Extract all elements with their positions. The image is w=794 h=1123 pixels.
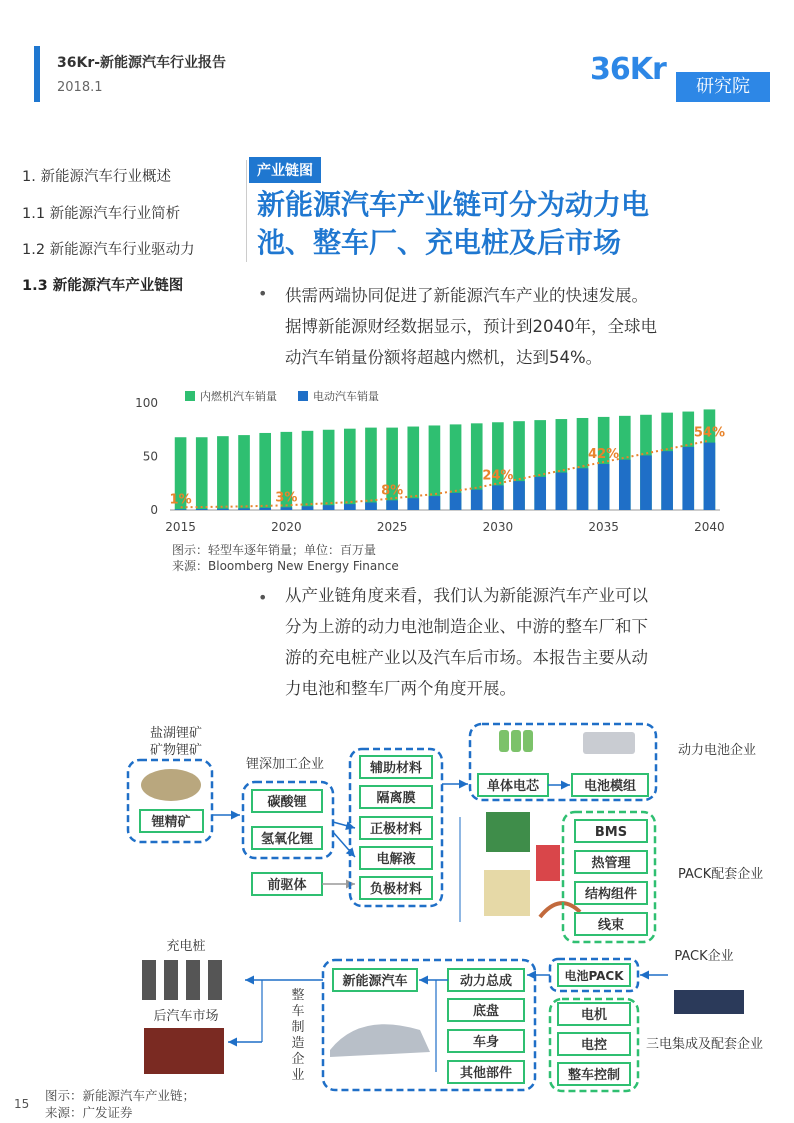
pack-company-label: PACK企业 [674,949,734,964]
bar-ev [281,507,293,510]
bar-ev [238,508,250,510]
report-title: 36Kr-新能源汽车行业报告 [57,55,227,71]
y-tick-label: 0 [150,503,158,517]
bar-ev [407,498,419,510]
paragraph-1 [285,280,715,373]
bar-ev [619,460,631,510]
materials-list [360,756,432,899]
bar-ev [302,506,314,510]
material-aux: 辅助材料 [369,761,423,776]
battery-pack: 电池PACK [564,969,624,983]
paragraph-2 [285,580,715,704]
section-tag: 产业链图 [249,157,321,183]
car-image [330,1024,430,1057]
page-title-line1: 新能源汽车产业链可分为动力电 [257,188,650,221]
single-cell: 单体电芯 [486,779,540,794]
lithium-ore-label: 锂精矿 [151,815,191,830]
x-tick-label: 2035 [588,520,619,534]
paragraph-line: 分为上游的动力电池制造企业、中游的整车厂和下 [285,617,648,636]
bar-ice [323,430,335,510]
paragraph-line: 供需两端协同促进了新能源汽车产业的快速发展。 [285,286,648,305]
bar-ev [640,455,652,510]
bar-ev [429,496,441,510]
nev-label: 新能源汽车 [342,974,408,989]
bar-ev [577,468,589,510]
x-tick-label: 2020 [271,520,302,534]
bar-ev [259,508,271,510]
tri-support-label: 三电集成及配套企业 [646,1037,764,1052]
paragraph-line: 据博新能源财经数据显示，预计到2040年，全球电 [285,317,657,336]
precursor: 前驱体 [267,878,307,893]
bar-ev [344,504,356,510]
share-annotation: 24% [482,468,514,484]
bar-ev [704,443,716,510]
logo [590,52,770,102]
motor: 电机 [580,1008,608,1023]
bar-ice [365,428,377,510]
bar-ev [513,481,525,510]
paragraph-line: 动汽车销量份额将超越内燃机，达到54%。 [285,348,603,367]
other-parts: 其他部件 [459,1066,513,1081]
bar-ice [407,427,419,510]
material-separator: 隔离膜 [376,791,416,806]
bar-ev [598,464,610,510]
bar-ice [344,429,356,510]
battery-company-label: 动力电池企业 [678,743,757,758]
y-tick-label: 50 [142,449,158,464]
battery-module: 电池模组 [583,779,637,794]
svg-text:造: 造 [291,1036,305,1051]
bar-ice [217,436,229,510]
legend-label-ice: 内燃机汽车销量 [200,390,277,403]
charger-image [142,960,222,1000]
motor-control: 电控 [580,1038,608,1053]
material-cathode: 正极材料 [369,822,423,837]
bar-ev [450,493,462,510]
svg-text:车: 车 [291,1004,305,1019]
material-anode: 负极材料 [369,882,423,897]
logo-box: 研究院 [676,72,770,102]
ore-image [141,769,201,801]
footer-source: 来源：广发证券 [45,1105,133,1120]
paragraph-line: 从产业链角度来看，我们认为新能源汽车产业可以 [285,586,648,605]
material-electrolyte: 电解液 [376,852,416,867]
divider [246,160,247,262]
bar-ev [323,505,335,510]
vehicle-control: 整车控制 [567,1068,621,1083]
report-date: 2018.1 [57,80,103,95]
footer-caption: 图示：新能源汽车产业链； [45,1088,196,1103]
bar-ev [217,509,229,510]
industry-chain-diagram [0,712,794,1102]
y-tick-label: 100 [135,396,158,410]
module-image [583,732,635,754]
bar-ev [534,477,546,510]
toc-item-analysis[interactable]: 1.1 新能源汽车行业简析 [22,206,181,222]
x-tick-label: 2015 [165,520,196,534]
svg-text:业: 业 [291,1068,305,1083]
body: 车身 [472,1035,500,1050]
lithium-carbonate: 碳酸锂 [267,795,307,810]
pack-image [674,990,744,1014]
paragraph-line: 游的充电桩产业以及汽车后市场。本报告主要从动 [285,648,648,667]
sales-chart [120,388,740,538]
bullet-marker: • [258,284,268,303]
legend-swatch-ice [185,391,195,401]
bar-ev [682,447,694,510]
bar-ev [196,509,208,510]
lithium-hydroxide: 氢氧化锂 [260,832,314,847]
paragraph-line: 力电池和整车厂两个角度开展。 [285,679,516,698]
svg-text:整: 整 [291,988,305,1003]
mine-label-mineral: 矿物锂矿 [149,743,203,758]
toc-item-overview[interactable]: 1. 新能源汽车行业概述 [22,169,171,185]
aftermarket-label: 后汽车市场 [153,1009,219,1024]
chart-caption: 图示：轻型车逐年销量；单位：百万量 [172,543,377,557]
bar-ice [238,435,250,510]
toc-item-drivers[interactable]: 1.2 新能源汽车行业驱动力 [22,242,195,258]
share-annotation: 54% [693,425,725,441]
pack-part-structure: 结构组件 [584,887,638,902]
svg-text:企: 企 [291,1052,305,1067]
mine-label-salt: 盐湖锂矿 [149,726,203,741]
legend-label-ev: 电动汽车销量 [313,390,379,403]
share-annotation: 8% [381,483,404,499]
bar-ice [302,431,314,510]
charging-label: 充电桩 [166,939,206,954]
page-title [257,186,737,262]
bar-ev [556,473,568,510]
x-tick-label: 2040 [694,520,725,534]
logo-text: 36Kr [590,52,666,87]
toc-item-chain[interactable]: 1.3 新能源汽车产业链图 [22,278,184,294]
bar-ev [492,485,504,510]
bar-ev [365,503,377,510]
bullet-marker: • [258,588,268,607]
bar-ice [196,437,208,510]
bar-ev [471,490,483,510]
bar-ice [259,433,271,510]
svg-text:制: 制 [291,1020,305,1035]
chassis: 底盘 [472,1004,500,1019]
share-annotation: 42% [588,446,620,462]
header-accent-bar [34,46,40,102]
bar-ev [386,500,398,510]
chart-source: 来源：Bloomberg New Energy Finance [172,559,399,573]
page-number: 15 [14,1097,30,1111]
powertrain: 动力总成 [459,974,513,989]
cell-image [499,730,533,752]
page-title-line2: 池、整车厂、充电桩及后市场 [257,226,622,259]
bar-ev [661,451,673,510]
aftermarket-image [144,1028,224,1074]
oem-vertical-label [291,987,304,1083]
pack-images [484,812,580,917]
x-tick-label: 2025 [376,520,408,534]
pack-part-thermal: 热管理 [591,856,631,871]
deep-processing-label: 锂深加工企业 [245,757,325,772]
legend-swatch-ev [298,391,308,401]
pack-part-harness: 线束 [597,918,625,933]
pack-part-bms: BMS [594,825,628,840]
x-tick-label: 2030 [482,520,514,534]
share-annotation: 3% [275,490,298,506]
share-annotation: 1% [169,492,192,508]
pack-support-label: PACK配套企业 [678,867,764,882]
bar-ev [175,509,187,510]
